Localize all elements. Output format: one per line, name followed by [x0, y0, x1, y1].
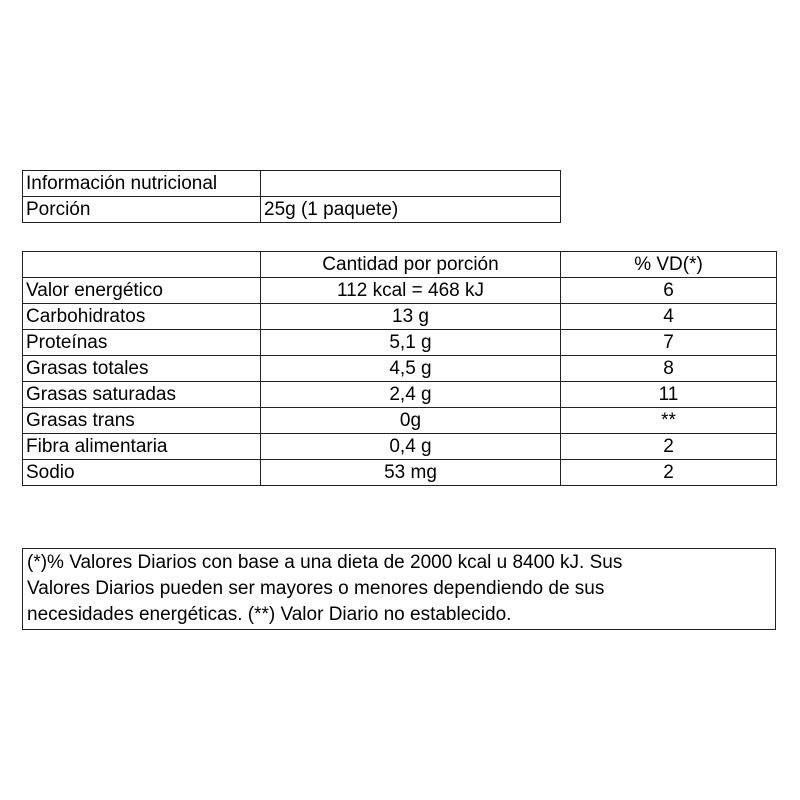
nutrient-name: Valor energético: [23, 278, 261, 304]
nutrient-amount: 53 mg: [261, 460, 561, 486]
table-header-row: [23, 252, 777, 278]
nutrient-name: Grasas totales: [23, 356, 261, 382]
footnote-line: necesidades energéticas. (**) Valor Diario no establecido.: [27, 604, 512, 625]
table-row: [23, 171, 561, 197]
nutrient-daily-value: 2: [561, 460, 777, 486]
nutrient-daily-value: 8: [561, 356, 777, 382]
empty-header-cell: [23, 252, 261, 278]
portion-label: Porción: [23, 197, 261, 223]
nutrient-amount: 13 g: [261, 304, 561, 330]
table-row: [23, 356, 777, 382]
nutrient-amount: 5,1 g: [261, 330, 561, 356]
table-row: [23, 434, 777, 460]
portion-value: 25g (1 paquete): [261, 197, 561, 223]
nutrient-name: Grasas trans: [23, 408, 261, 434]
nutrient-table: [22, 251, 777, 486]
nutrient-amount: 112 kcal = 468 kJ: [261, 278, 561, 304]
footnote-line: Valores Diarios pueden ser mayores o menores dependiendo de sus: [27, 578, 605, 599]
nutrient-name: Proteínas: [23, 330, 261, 356]
nutrient-daily-value: 4: [561, 304, 777, 330]
nutrient-daily-value: 7: [561, 330, 777, 356]
nutrient-amount: 4,5 g: [261, 356, 561, 382]
nutrient-name: Carbohidratos: [23, 304, 261, 330]
nutrient-name: Fibra alimentaria: [23, 434, 261, 460]
nutrition-info-header-table: [22, 170, 561, 223]
nutrient-daily-value: 11: [561, 382, 777, 408]
nutrient-daily-value: **: [561, 408, 777, 434]
column-header-amount: Cantidad por porción: [261, 252, 561, 278]
table-row: [23, 408, 777, 434]
table-row: [23, 278, 777, 304]
table-row: [23, 330, 777, 356]
table-row: [23, 304, 777, 330]
footnote-box: [22, 548, 776, 630]
nutrient-daily-value: 2: [561, 434, 777, 460]
footnote-line: (*)% Valores Diarios con base a una dieta de 2000 kcal u 8400 kJ. Sus: [27, 552, 623, 573]
nutrient-name: Sodio: [23, 460, 261, 486]
nutrient-amount: 0g: [261, 408, 561, 434]
column-header-daily-value: % VD(*): [561, 252, 777, 278]
table-row: [23, 197, 561, 223]
table-row: [23, 382, 777, 408]
empty-cell: [261, 171, 561, 197]
nutrient-amount: 2,4 g: [261, 382, 561, 408]
nutrient-daily-value: 6: [561, 278, 777, 304]
table-row: [23, 460, 777, 486]
nutrient-name: Grasas saturadas: [23, 382, 261, 408]
table-title: Información nutricional: [23, 171, 261, 197]
nutrient-amount: 0,4 g: [261, 434, 561, 460]
